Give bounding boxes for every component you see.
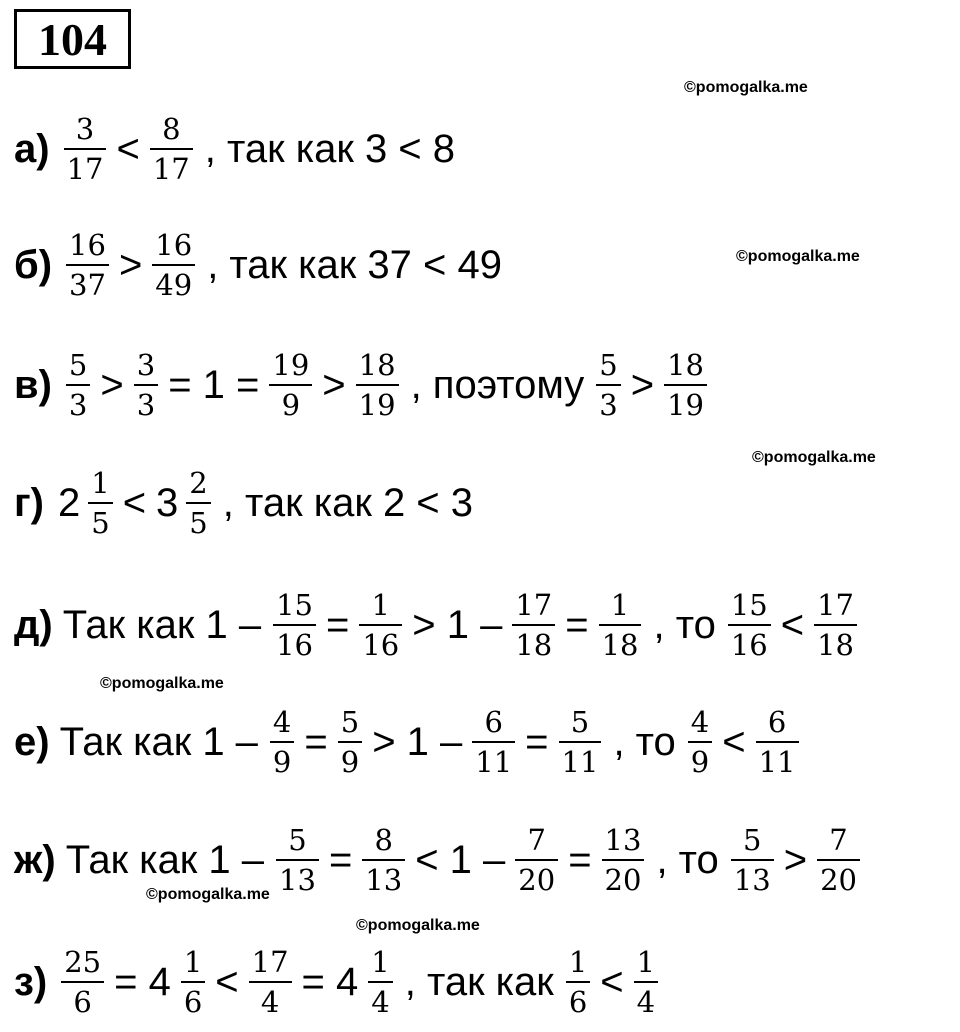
fraction	[88, 464, 112, 542]
row-label: в)	[14, 362, 52, 407]
denominator: 3	[599, 388, 618, 422]
denominator: 9	[690, 745, 710, 779]
numerator: 7	[829, 823, 848, 857]
operator: =	[328, 837, 353, 882]
numerator: 13	[604, 823, 642, 857]
fraction	[814, 586, 857, 664]
fraction	[273, 586, 316, 664]
explanation: , поэтому	[410, 362, 585, 407]
row-a	[14, 99, 463, 199]
row-b	[14, 215, 510, 315]
fraction	[596, 346, 620, 424]
row-label: е)	[14, 719, 50, 764]
operator: =	[568, 837, 592, 882]
watermark: ©pomogalka.me	[736, 248, 860, 265]
fraction	[362, 821, 405, 899]
numerator: 17	[251, 945, 289, 979]
numerator: 18	[667, 348, 705, 382]
denominator: 3	[136, 388, 156, 422]
fraction	[359, 586, 402, 664]
numerator: 17	[515, 588, 553, 622]
fraction	[756, 703, 799, 781]
fraction	[186, 464, 210, 542]
watermark: ©pomogalka.me	[100, 675, 224, 692]
denominator: 13	[733, 863, 771, 897]
operator: <	[780, 602, 805, 647]
denominator: 20	[604, 863, 642, 897]
numerator: 5	[599, 348, 618, 382]
watermark: ©pomogalka.me	[146, 886, 270, 903]
operator: <	[600, 959, 624, 1004]
fraction	[270, 703, 294, 781]
numerator: 6	[484, 705, 503, 739]
text: , то	[656, 837, 719, 882]
denominator: 13	[279, 863, 316, 897]
denominator: 18	[817, 628, 854, 662]
operator: =	[525, 719, 549, 764]
watermark: ©pomogalka.me	[752, 449, 876, 466]
numerator: 25	[64, 945, 102, 979]
operator: =	[304, 719, 328, 764]
numerator: 16	[69, 228, 106, 262]
fraction	[134, 346, 158, 424]
denominator: 5	[91, 506, 110, 540]
numerator: 5	[743, 823, 762, 857]
denominator: 17	[66, 152, 104, 186]
operator: > 1 –	[372, 719, 463, 764]
numerator: 15	[276, 588, 313, 622]
operator: >	[118, 242, 143, 287]
denominator: 18	[515, 628, 553, 662]
row-label: з)	[14, 959, 48, 1004]
denominator: 9	[281, 388, 301, 422]
fraction	[150, 110, 193, 188]
denominator: 16	[276, 628, 313, 662]
fraction	[566, 943, 590, 1021]
operator: <	[215, 959, 239, 1004]
numerator: 18	[358, 348, 396, 382]
fraction	[66, 346, 90, 424]
row-z	[14, 932, 662, 1032]
fraction	[269, 346, 312, 424]
numerator: 2	[189, 466, 208, 500]
fraction	[276, 821, 319, 899]
fraction	[634, 943, 658, 1021]
numerator: 15	[730, 588, 768, 622]
numerator: 8	[162, 112, 181, 146]
operator: <	[122, 480, 147, 525]
fraction	[152, 226, 195, 304]
fraction	[599, 586, 642, 664]
row-d	[14, 575, 861, 675]
operator: = 1 =	[168, 362, 260, 407]
fraction	[512, 586, 555, 664]
numerator: 1	[183, 945, 203, 979]
numerator: 7	[527, 823, 546, 857]
operator: <	[116, 126, 140, 171]
denominator: 16	[362, 628, 400, 662]
denominator: 9	[340, 745, 360, 779]
row-e	[14, 692, 803, 792]
numerator: 5	[288, 823, 307, 857]
denominator: 20	[518, 863, 556, 897]
operator: >	[322, 362, 346, 407]
whole-part: 3	[156, 480, 179, 525]
row-g	[14, 453, 481, 553]
denominator: 11	[561, 745, 599, 779]
numerator: 17	[817, 588, 854, 622]
row-label: б)	[14, 242, 53, 287]
row-label: а)	[14, 126, 50, 171]
text: Так как 1 –	[59, 719, 258, 764]
fraction	[731, 821, 774, 899]
fraction	[249, 943, 292, 1021]
fraction	[515, 821, 558, 899]
denominator: 37	[69, 268, 106, 302]
numerator: 4	[690, 705, 710, 739]
row-label: д)	[14, 602, 53, 647]
denominator: 5	[189, 506, 208, 540]
row-label: г)	[14, 480, 44, 525]
numerator: 8	[374, 823, 393, 857]
fraction	[817, 821, 860, 899]
operator: = 4	[114, 959, 171, 1004]
numerator: 1	[568, 945, 588, 979]
numerator: 4	[272, 705, 292, 739]
fraction	[664, 346, 707, 424]
fraction	[559, 703, 602, 781]
numerator: 6	[767, 705, 787, 739]
denominator: 6	[183, 985, 203, 1019]
numerator: 16	[155, 228, 193, 262]
denominator: 4	[371, 985, 390, 1019]
explanation: , так как 2 < 3	[222, 480, 474, 525]
text: Так как 1 –	[62, 602, 262, 647]
numerator: 5	[570, 705, 590, 739]
explanation: , так как 37 < 49	[207, 242, 502, 287]
text: Так как 1 –	[65, 837, 265, 882]
fraction	[688, 703, 712, 781]
operator: < 1 –	[415, 837, 506, 882]
denominator: 3	[68, 388, 88, 422]
denominator: 49	[155, 268, 193, 302]
denominator: 9	[272, 745, 292, 779]
denominator: 19	[358, 388, 396, 422]
operator: <	[722, 719, 746, 764]
watermark: ©pomogalka.me	[356, 917, 480, 934]
operator: >	[783, 837, 808, 882]
numerator: 1	[371, 945, 390, 979]
denominator: 6	[568, 985, 588, 1019]
fraction	[181, 943, 205, 1021]
denominator: 4	[260, 985, 280, 1019]
numerator: 1	[91, 466, 110, 500]
fraction	[64, 110, 107, 188]
operator: =	[325, 602, 350, 647]
numerator: 1	[371, 588, 390, 622]
fraction	[368, 943, 392, 1021]
denominator: 6	[73, 985, 92, 1019]
denominator: 19	[667, 388, 705, 422]
explanation: , так как 3 < 8	[204, 126, 456, 171]
numerator: 3	[136, 348, 156, 382]
numerator: 3	[75, 112, 95, 146]
operator: >	[100, 362, 124, 407]
row-zh	[14, 810, 864, 910]
fraction	[602, 821, 645, 899]
row-v	[14, 335, 711, 435]
whole-part: 2	[57, 480, 81, 525]
denominator: 18	[601, 628, 639, 662]
numerator: 1	[636, 945, 656, 979]
numerator: 5	[340, 705, 360, 739]
denominator: 4	[636, 985, 656, 1019]
text: , так как	[404, 959, 554, 1004]
watermark: ©pomogalka.me	[684, 79, 808, 96]
problem-number: 104	[14, 9, 131, 69]
denominator: 20	[820, 863, 857, 897]
fraction	[472, 703, 515, 781]
denominator: 11	[475, 745, 513, 779]
numerator: 19	[272, 348, 310, 382]
operator: = 4	[301, 959, 359, 1004]
numerator: 5	[68, 348, 88, 382]
text: , то	[653, 602, 716, 647]
operator: >	[630, 362, 655, 407]
operator: > 1 –	[412, 602, 503, 647]
fraction	[728, 586, 771, 664]
fraction	[61, 943, 104, 1021]
fraction	[66, 226, 109, 304]
fraction	[356, 346, 399, 424]
row-label: ж)	[14, 837, 56, 882]
denominator: 13	[365, 863, 403, 897]
fraction	[338, 703, 362, 781]
text: , то	[613, 719, 676, 764]
numerator: 1	[610, 588, 630, 622]
denominator: 17	[152, 152, 190, 186]
operator: =	[565, 602, 589, 647]
denominator: 16	[730, 628, 768, 662]
denominator: 11	[758, 745, 796, 779]
